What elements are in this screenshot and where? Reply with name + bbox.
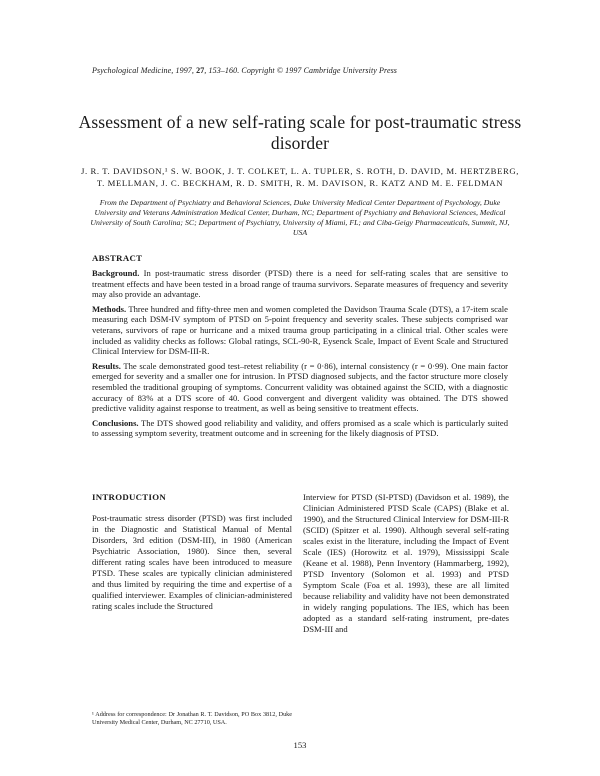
introduction-left-text: Post-traumatic stress disorder (PTSD) was first included in the Diagnostic and Statistical Manual of Mental Disorders, 3rd edition (DSM-III), in 1980 (American Psychiatric Association, 1980). Since then, several different rating scales have been introduced to measure PTSD. These scales are typically clinician administered and thus limited by requiring the time and expertise of a qualified interviewer. Examples of clinician-administered rating scales include the Structured bbox=[92, 513, 292, 611]
abstract-methods: Methods. Three hundred and fifty-three men and women completed the Davidson Trauma Scale (DTS), a 17-item scale measuring each DSM-IV symptom of PTSD on 5-point frequency and severity scales. These subjects comprised war veterans, survivors of rape or hurricane and a mixed trauma group participating in a clinical trial. Other scales were included as validity checks as follows: Global ratings, SCL-90-R, Eysenck Scale, Impact of Event Scale and Structured Clinical Interview for DSM-III-R. bbox=[92, 303, 508, 357]
left-column bbox=[92, 492, 292, 612]
abstract-section bbox=[92, 253, 508, 443]
author-affiliations: From the Department of Psychiatry and Behavioral Sciences, Duke University Medical Center Department of Psychology, Duke University and Veterans Administration Medical Center, Durham, NC; Department of Psychiatry and Behavioral Sciences, Medical University of South Carolina; SC; Department of Psychiatry, University of Miami, FL; and Ciba-Geigy Pharmaceuticals, Summit, NJ, USA bbox=[90, 198, 510, 237]
page-number: 153 bbox=[293, 740, 307, 750]
abstract-heading: ABSTRACT bbox=[92, 253, 143, 263]
journal-citation: Psychological Medicine, 1997, 27, 153–160. Copyright © 1997 Cambridge University Press bbox=[92, 66, 398, 75]
article-title: Assessment of a new self-rating scale for post-traumatic stress disorder bbox=[78, 112, 522, 153]
article-authors: J. R. T. DAVIDSON,¹ S. W. BOOK, J. T. COLKET, L. A. TUPLER, S. ROTH, D. DAVID, M. HERTZBERG, T. MELLMAN, J. C. BECKHAM, R. D. SMITH, R. M. DAVISON, R. KATZ AND M. E. FELDMAN bbox=[80, 166, 520, 188]
introduction-right-text: Interview for PTSD (SI-PTSD) (Davidson et al. 1989), the Clinician Administered PTSD Scale (CAPS) (Blake et al. 1990), and the Structured Clinical Interview for DSM-III-R (SCID) (Spitzer et al. 1990). Although several self-rating scales exist in the literature, including the Impact of Event Scale (IES) (Horowitz et al. 1979), Mississippi Scale (Keane et al. 1988), Penn Inventory (Hammarberg, 1992), PTSD Inventory (Solomon et al. 1993) and PTSD Symptom Scale (Foa et al. 1993), these are all limited because reliability and validity have not been demonstrated in widely ranging populations. The IES, which has been adopted as a standard self-rating instrument, pre-dates DSM-III and bbox=[303, 492, 509, 634]
introduction-heading: INTRODUCTION bbox=[92, 492, 166, 502]
abstract-conclusions: Conclusions. The DTS showed good reliability and validity, and offers promised as a scale which is particularly suited to assessing symptom severity, treatment outcome and in screening for the likely diagnosis of PTSD. bbox=[92, 417, 508, 439]
correspondence-footnote: ¹ Address for correspondence: Dr Jonathan R. T. Davidson, PO Box 3812, Duke University Medical Center, Durham, NC 27710, USA. bbox=[92, 711, 292, 726]
abstract-background: Background. In post-traumatic stress disorder (PTSD) there is a need for self-rating scales that are sensitive to treatment effects and have been tested in a broad range of trauma survivors. Separate measures of frequency and severity may also provide an advantage. bbox=[92, 268, 508, 300]
abstract-results: Results. The scale demonstrated good test–retest reliability (r = 0·86), internal consistency (r = 0·99). One main factor emerged for severity and a smaller one for intrusion. In PTSD diagnosed subjects, and the factor structure more closely resembled the traditional grouping of symptoms. Concurrent validity was obtained against the SCID, with a diagnostic accuracy of 83% at a DTS score of 40. Good convergent and divergent validity was obtained. The DTS showed predictive validity against response to treatment, as well as being sensitive to treatment effects. bbox=[92, 360, 508, 414]
right-column bbox=[303, 492, 509, 635]
